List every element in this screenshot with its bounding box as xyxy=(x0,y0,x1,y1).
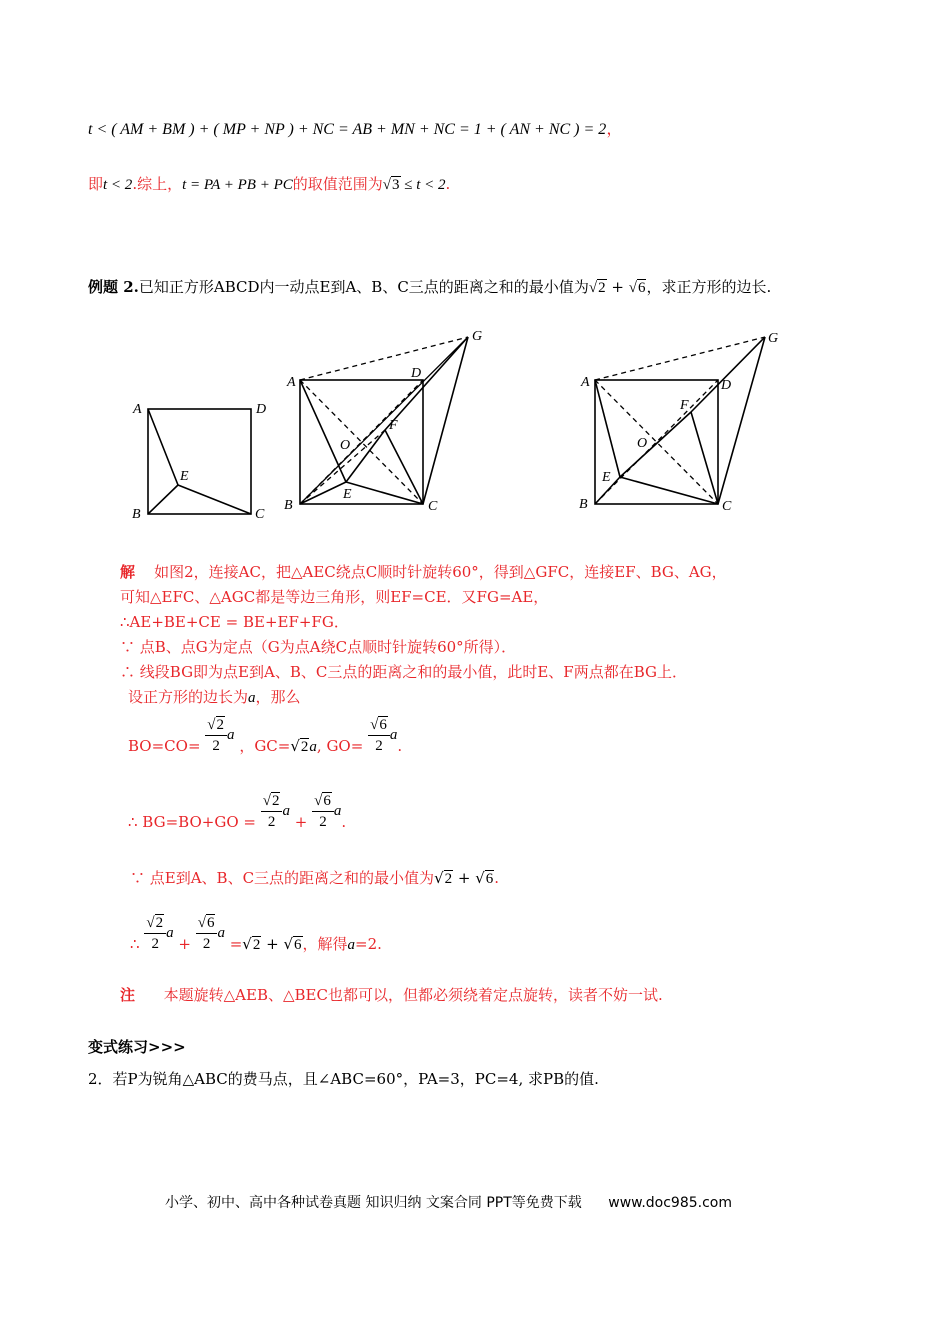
inequality-comma: ， xyxy=(606,121,623,138)
figure-2 xyxy=(300,337,468,504)
fig2-label-d: D xyxy=(411,366,422,381)
conclusion-math-3: √3 ≤ t < 2 xyxy=(382,177,446,193)
therefore-10: ∴ xyxy=(130,935,140,953)
conclusion-math-1: t < 2 xyxy=(103,177,133,193)
example2-label: 例题 2. xyxy=(88,278,139,296)
geometry-figures xyxy=(0,322,950,542)
solution-line-1 xyxy=(120,562,727,582)
fig3-label-f: F xyxy=(680,398,689,413)
var-a-6: a xyxy=(217,925,225,941)
conclusion-math-2: t = PA + PB + PC xyxy=(182,177,293,193)
fig3-label-d: D xyxy=(721,378,732,393)
solution-head: 解 xyxy=(120,563,136,581)
bo-co-label: BO=CO= xyxy=(128,737,201,755)
fig2-label-b: B xyxy=(284,498,293,513)
solution-line-7 xyxy=(128,712,402,769)
var-a-3: a xyxy=(282,803,290,819)
frac-root2-over-2: $\frac{√2}{2}$ xyxy=(205,715,227,756)
period-9: . xyxy=(494,869,500,887)
practice-question-2: 2．若P为锐角△ABC的费马点，且∠ABC=60°，PA=3，PC=4, 求PB的值. xyxy=(88,1070,599,1088)
example2-plus: + xyxy=(611,278,624,296)
inequality-text: t < ( AM + BM ) + ( MP + NP ) + NC = AB + MN + NC = 1 + ( AN + NC ) = 2 xyxy=(88,121,607,138)
fig1-label-b: B xyxy=(132,507,141,522)
note-line xyxy=(120,985,663,1005)
plus-8: + xyxy=(294,813,308,831)
example2-line xyxy=(88,277,771,298)
period-8: . xyxy=(341,813,347,831)
conclusion-line xyxy=(88,174,450,195)
fig1-label-a: A xyxy=(133,402,142,417)
solution-line-8 xyxy=(128,788,346,844)
fig2-label-a: A xyxy=(287,375,296,390)
solve-text: ，解得 xyxy=(302,935,348,953)
example2-root2: √6 xyxy=(628,280,646,296)
footer xyxy=(165,1192,732,1212)
var-a-5: a xyxy=(166,925,174,941)
example2-text: 已知正方形ABCD内一动点E到A、B、C三点的距离之和的最小值为 xyxy=(138,278,589,296)
frac-bg-2: $\frac{√6}{2}$ xyxy=(312,791,334,832)
fig3-label-a: A xyxy=(581,375,590,390)
solution-text-6: 设正方形的边长为 xyxy=(128,688,249,706)
note-head: 注 xyxy=(120,986,136,1004)
solution-text-1: 如图2，连接AC，把△AEC绕点C顺时针旋转60°，得到△GFC，连接EF、BG、AG， xyxy=(154,563,727,581)
fig1-label-d: D xyxy=(256,402,267,417)
answer-10: =2. xyxy=(355,935,382,953)
fig2-label-e: E xyxy=(343,487,352,502)
footer-text: 小学、初中、高中各种试卷真题 知识归纳 文案合同 PPT等免费下载 xyxy=(165,1195,582,1211)
inequality-line xyxy=(88,120,622,140)
min-value-expr: √2 + √6 xyxy=(434,869,494,887)
footer-link[interactable]: www.doc985.com xyxy=(608,1195,732,1211)
period-7: . xyxy=(397,737,403,755)
gc-value: √2a xyxy=(290,737,317,755)
fig1-label-e: E xyxy=(180,469,189,484)
bg-label: ∴ BG=BO+GO = xyxy=(128,813,256,831)
conclusion-text: .综上， xyxy=(132,175,183,193)
solution-line-9 xyxy=(130,868,499,889)
var-a-7: a xyxy=(347,937,356,953)
var-a-2: a xyxy=(389,727,398,743)
solution-line-2: 可知△EFC、△AGC都是等边三角形，则EF=CE．又FG=AE， xyxy=(120,588,549,606)
fig2-label-o: O xyxy=(340,438,351,453)
var-a-4: a xyxy=(333,803,342,819)
solution-line-10 xyxy=(130,910,382,967)
solution-line-6 xyxy=(128,687,301,708)
solution-line-3: ∴AE+BE+CE = BE+EF+FG． xyxy=(120,613,349,631)
frac-bg-1: $\frac{√2}{2}$ xyxy=(261,791,283,832)
var-a-1: a xyxy=(227,727,235,743)
fig3-label-g: G xyxy=(768,331,779,346)
solution-line-4: ∵ 点B、点G为定点（G为点A绕C点顺时针旋转60°所得）． xyxy=(120,638,517,656)
rhs-10: √2 + √6 xyxy=(242,935,302,953)
side-variable: a xyxy=(248,690,256,706)
equals-10: = xyxy=(229,935,243,953)
example2-text-2: ，求正方形的边长. xyxy=(646,278,772,296)
conclusion-text-2: 的取值范围为 xyxy=(292,175,383,193)
frac-eq-2: $\frac{√6}{2}$ xyxy=(196,913,218,954)
conclusion-root: 3 xyxy=(392,177,400,193)
conclusion-period: . xyxy=(445,175,451,193)
fig2-label-f: F xyxy=(389,418,398,433)
gc-label: ，GC= xyxy=(239,737,291,755)
plus-10: + xyxy=(178,935,191,953)
frac-eq-1: $\frac{√2}{2}$ xyxy=(144,913,166,954)
min-value-text: ∵ 点E到A、B、C三点的距离之和的最小值为 xyxy=(130,869,435,887)
practice-heading: 变式练习>>> xyxy=(88,1038,186,1056)
fig3-label-b: B xyxy=(579,497,588,512)
fig1-label-c: C xyxy=(255,507,265,522)
frac-root6-over-2: $\frac{√6}{2}$ xyxy=(368,715,390,756)
fig2-label-c: C xyxy=(428,499,438,514)
fig2-label-g: G xyxy=(472,329,483,344)
example2-root1: √2 xyxy=(588,280,606,296)
solution-line-5: ∴ 线段BG即为点E到A、B、C三点的距离之和的最小值，此时E、F两点都在BG上． xyxy=(120,663,687,681)
conclusion-range: ≤ t < 2 xyxy=(404,177,446,193)
go-label: , GO= xyxy=(316,737,364,755)
solution-text-6-end: ，那么 xyxy=(255,688,301,706)
fig3-label-o: O xyxy=(637,436,648,451)
conclusion-prefix: 即 xyxy=(88,175,104,193)
figure-3 xyxy=(595,337,765,504)
fig3-label-c: C xyxy=(722,499,732,514)
note-text: 本题旋转△AEB、△BEC也都可以，但都必须绕着定点旋转，读者不妨一试. xyxy=(163,986,663,1004)
figure-1 xyxy=(148,409,251,514)
fig3-label-e: E xyxy=(602,470,611,485)
